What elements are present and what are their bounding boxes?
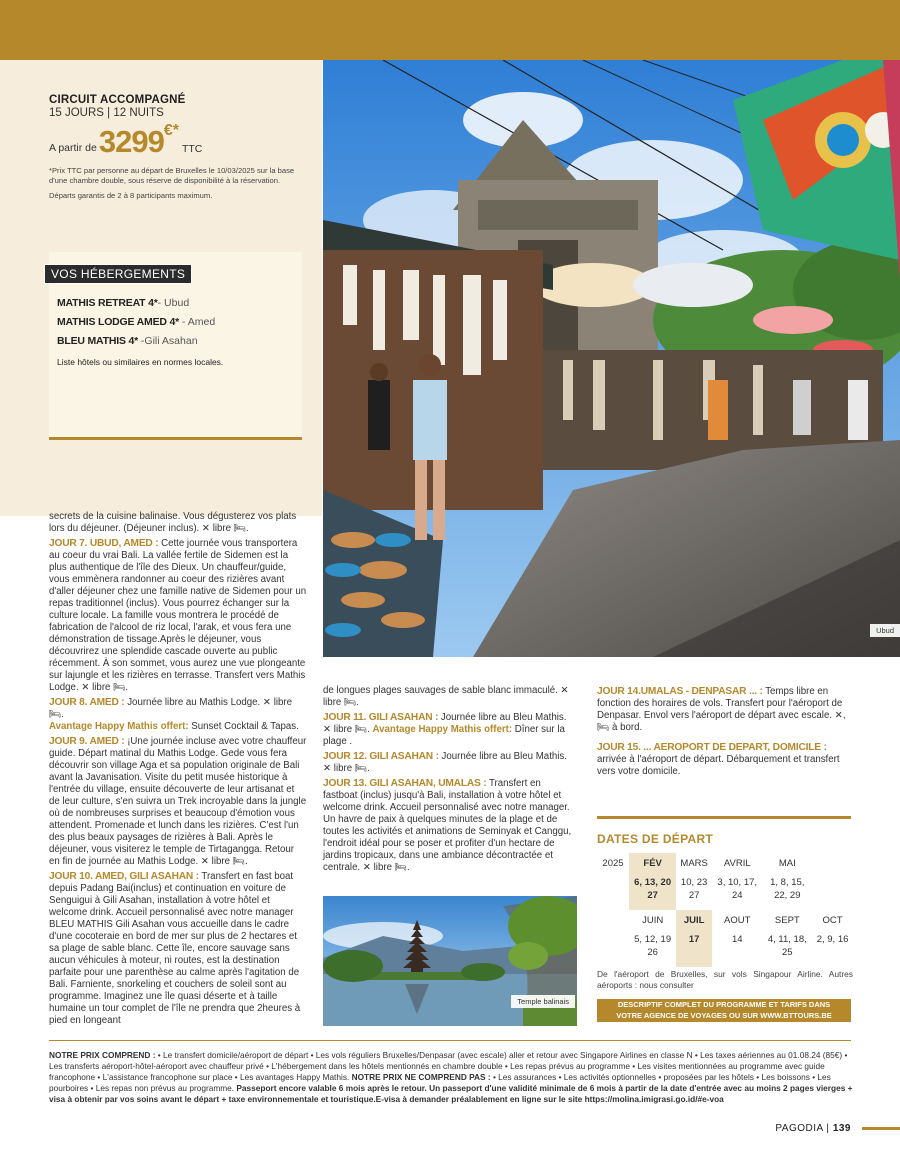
hebergements-list xyxy=(57,294,223,372)
day6-continuation: secrets de la cuisine balinaise. Vous dégusterez vos plats lors du déjeuner. (Déjeuner inclus). ✕ libre 🛏. xyxy=(49,511,297,534)
day11-advantage: Avantage Happy Mathis offert: xyxy=(372,724,513,735)
temple-photo xyxy=(323,896,577,1026)
dates-months-row-1 xyxy=(597,853,853,874)
dates-values-row-2 xyxy=(597,931,853,967)
hebergements-label: VOS HÉBERGEMENTS xyxy=(44,264,192,284)
date-cell: 4, 11, 18, 25 xyxy=(767,934,807,958)
ne-comprend-text: • Les assurances • Les activités optionnelles • proposées par les hôtels • Les boissons • Les pourboires • Les repas non prévus au programme. xyxy=(49,1072,831,1093)
footer-separator: | xyxy=(826,1123,830,1134)
price-conditions xyxy=(49,1050,853,1105)
month-label: FÉV xyxy=(629,853,676,874)
price-note: *Prix TTC par personne au départ de Bruxelles le 10/03/2025 sur la base d'une chambre double, sous réserve de disponibilité à la réservation. xyxy=(49,166,295,185)
bottom-divider xyxy=(49,1040,851,1041)
day8-advantage: Avantage Happy Mathis offert: xyxy=(49,721,189,732)
footer-accent-line xyxy=(862,1127,900,1130)
day9: JOUR 9. AMED : ¡Une journée incluse avec votre chauffeur guide. Départ matinal du Mathis Lodge. Gede vous fera découvrir son village Aga et sa population originale de Bali avant la Javanisation. Visite du petit musée historique à l'entrée du village, ensuite découverte de leur artisanat et de leur culture, s'en suivra un Trek incroyable dans la jungle où de nombreuses surprises et beaucoup d'émotion vous attendent. Promenade et lunch dans les rizières. C'est l'un des plus beaux paysages de rizières à Bali. Après le déjeuner, vous visiterez le temple de Tirtagangga. Retour en fin de journée au Mathis Lodge. ✕ libre 🛏. xyxy=(49,736,307,867)
ubud-photo-illustration xyxy=(323,60,900,657)
program-info-banner[interactable]: DESCRIPTIF COMPLET DU PROGRAMME ET TARIFS DANS VOTRE AGENCE DE VOYAGES OU SUR WWW.BTTOURS.BE xyxy=(597,999,851,1022)
price-from-label: A partir de xyxy=(49,142,97,154)
dates-divider xyxy=(597,816,851,819)
day14: JOUR 14.UMALAS - DENPASAR ... : Temps libre en fonction des horaires de vols. Transfert pour l'aéroport de Denpasar. Envol vers l'aéroport de départ avec escale. ✕, 🛏 à bord. xyxy=(597,686,846,733)
departure-airport-note: De l'aéroport de Bruxelles, sur vols Singapour Airline. Autres aéroports : nous consulter xyxy=(597,969,853,990)
day11: JOUR 11. GILI ASAHAN : Journée libre au Bleu Mathis. ✕ libre 🛏. Avantage Happy Mathis offert: Dîner sur la plage . xyxy=(323,712,567,747)
day7-title: JOUR 7. UBUD, AMED : xyxy=(49,538,159,549)
day15: JOUR 15. ... AEROPORT DE DEPART, DOMICILE : arrivée à l'aéroport de départ. Débarquement et transfert vers votre domicile. xyxy=(597,742,840,777)
month-label: AOUT xyxy=(724,915,751,926)
day7: JOUR 7. UBUD, AMED : Cette journée vous transportera au coeur du vrai Bali. La vallée fertile de Sidemen est la plus authentique de l'île des Dieux. Un chauffeur/guide, vous emmènera randonner au coeur des rizières avant d'aller déjeuner chez une famille native de Sidemen pour un repas traditionnel (inclus). Vous pourrez échanger sur la culture locale. La famille vous montrera le procédé de fabrication de l'alcool de riz local, l'arak, et vous fera une démonstration de tissage.Après le déjeuner, vous découvrirez une splendide cascade ouverte au public récemment. À son sommet, vous aurez une vue plongeante sur lajungle et les rizières en terrasse. Transfert vers Mathis Lodge. ✕ libre 🛏. xyxy=(49,538,307,693)
day11-title: JOUR 11. GILI ASAHAN : xyxy=(323,712,439,723)
date-cell: 6, 13, 20 27 xyxy=(629,874,676,910)
comprend-label: NOTRE PRIX COMPREND : xyxy=(49,1050,158,1060)
month-label: JUIN xyxy=(642,915,664,926)
page-footer xyxy=(775,1123,851,1134)
hotel-item: MATHIS LODGE AMED 4* - Amed xyxy=(57,316,216,328)
brand-name: PAGODIA xyxy=(775,1123,824,1134)
itinerary-column-2 xyxy=(323,685,576,877)
itinerary-column-1 xyxy=(49,511,307,1030)
hotels-note: Liste hôtels ou similaires en normes locales. xyxy=(57,357,224,367)
dates-title: DATES DE DÉPART xyxy=(597,832,714,846)
month-label: OCT xyxy=(822,915,843,926)
ubud-caption: Ubud xyxy=(870,624,900,637)
date-cell: 10, 23 27 xyxy=(680,877,708,901)
date-cell: 3, 10, 17, 24 xyxy=(717,877,758,901)
dates-months-row-2 xyxy=(597,910,853,931)
hotel-item: MATHIS RETREAT 4*- Ubud xyxy=(57,297,190,309)
participants-note: Départs garantis de 2 à 8 participants maximum. xyxy=(49,191,213,200)
day12-title: JOUR 12. GILI ASAHAN : xyxy=(323,751,439,762)
day15-title: JOUR 15. ... AEROPORT DE DEPART, DOMICILE : xyxy=(597,742,827,753)
price-currency: €* xyxy=(163,122,179,139)
ne-comprend-label: NOTRE PRIX NE COMPREND PAS : xyxy=(351,1072,493,1082)
year-label: 2025 xyxy=(602,858,624,869)
dates-table xyxy=(597,853,853,967)
day10: JOUR 10. AMED, GILI ASAHAN : Transfert en fast boat depuis Padang Bai(inclus) et continuation en voiture de Senguigui à Gili Asahan, installation à votre hôtel et welcome drink. Accueil personnalisé avec notre manager BLEU MATHIS Gili Asahan vous accueille dans le cadre d'une cocoteraie en bord de mer sur plus de 2 hectares et sa plage de sable blanc. Cette île, encore sauvage sans aucun véhicules à moteur, ni routes, est la destination parfaite pour une parenthèse au calme après l'agitation de Bali. Farniente, snorkeling et couchers de soleil sont au programme. Imaginez une île quasi déserte et à taille humaine un tour complet de l'île ne prendra que 2heures à pied en longeant xyxy=(49,871,301,1026)
circuit-duration: 15 JOURS | 12 NUITS xyxy=(49,107,164,119)
month-label: MARS xyxy=(680,858,708,869)
page-number: 139 xyxy=(832,1123,851,1134)
month-label: JUIL xyxy=(676,910,712,931)
day9-title: JOUR 9. AMED : xyxy=(49,736,125,747)
date-cell: 14 xyxy=(731,934,743,945)
date-cell: 1, 8, 15, 22, 29 xyxy=(770,877,805,901)
date-cell: 5, 12, 19 26 xyxy=(634,934,672,958)
month-label: SEPT xyxy=(774,915,800,926)
day8: JOUR 8. AMED : Journée libre au Mathis Lodge. ✕ libre 🛏. Avantage Happy Mathis offert: Sunset Cocktail & Tapas. xyxy=(49,697,299,732)
dates-values-row-1 xyxy=(597,874,853,910)
passport-text: Passeport encore valable 6 mois après le retour. Un passeport d'une validité minimale de 6 mois à partir de la date d'entrée avec au moins 2 pages vierges + visa à obtenir par vos soins avant le départ + taxe environnementale et touristique.E-visa à demander préalablement en ligne sur le site https://molina.imigrasi.go.id/#e-voa xyxy=(49,1083,853,1104)
hotel-item: BLEU MATHIS 4* -Gili Asahan xyxy=(57,335,198,347)
temple-caption: Temple balinais xyxy=(511,995,575,1008)
price-ttc: TTC xyxy=(181,143,203,155)
day10-continuation: de longues plages sauvages de sable blanc immaculé. ✕ libre 🛏. xyxy=(323,685,569,708)
comprend-text: • Le transfert domicile/aéroport de départ • Les vols réguliers Bruxelles/Denpasar (avec escale) aller et retour avec Singapore Airlines en classe N • Les taxes aériennes au 01.08.24 (85€) • Les transferts aéroport-hôtel-aéroport avec chauffeur privé • L'hébergement dans les hôtels mentionnés en chambre double • Les repas prévus au programme • Les visites mentionnées au programme avec guide francophone • L'assistance francophone sur place • Les avantages Happy Mathis. xyxy=(49,1050,848,1082)
day10-title: JOUR 10. AMED, GILI ASAHAN : xyxy=(49,871,199,882)
circuit-title: CIRCUIT ACCOMPAGNÉ xyxy=(49,94,186,106)
top-banner xyxy=(0,0,900,60)
date-cell: 2, 9, 16 xyxy=(816,934,849,945)
itinerary-column-3 xyxy=(597,686,853,781)
day12: JOUR 12. GILI ASAHAN : Journée libre au Bleu Mathis. ✕ libre 🛏. xyxy=(323,751,567,774)
price-row xyxy=(49,122,314,159)
month-label: MAI xyxy=(778,858,796,869)
day13: JOUR 13. GILI ASAHAN, UMALAS : Transfert en fastboat (inclus) jusqu'à Bali, installation à votre hôtel et welcome drink. Accueil personnalisé avec notre manager. Un havre de paix à quelques minutes de la plage et de toutes les activités et animations de Seminyak et Canggu, l'endroit idéal pour se poser et profiter d'un hectare de jardins tropicaux, dans une ambiance décontractée et centrale. ✕ libre 🛏. xyxy=(323,778,572,873)
circuit-info xyxy=(49,94,314,200)
day14-title: JOUR 14.UMALAS - DENPASAR ... : xyxy=(597,686,763,697)
month-label: AVRIL xyxy=(723,858,751,869)
price-amount: 3299 xyxy=(98,124,164,159)
date-cell: 17 xyxy=(676,931,712,967)
day8-title: JOUR 8. AMED : xyxy=(49,697,125,708)
day13-title: JOUR 13. GILI ASAHAN, UMALAS : xyxy=(323,778,487,789)
ubud-market-photo xyxy=(323,60,900,657)
